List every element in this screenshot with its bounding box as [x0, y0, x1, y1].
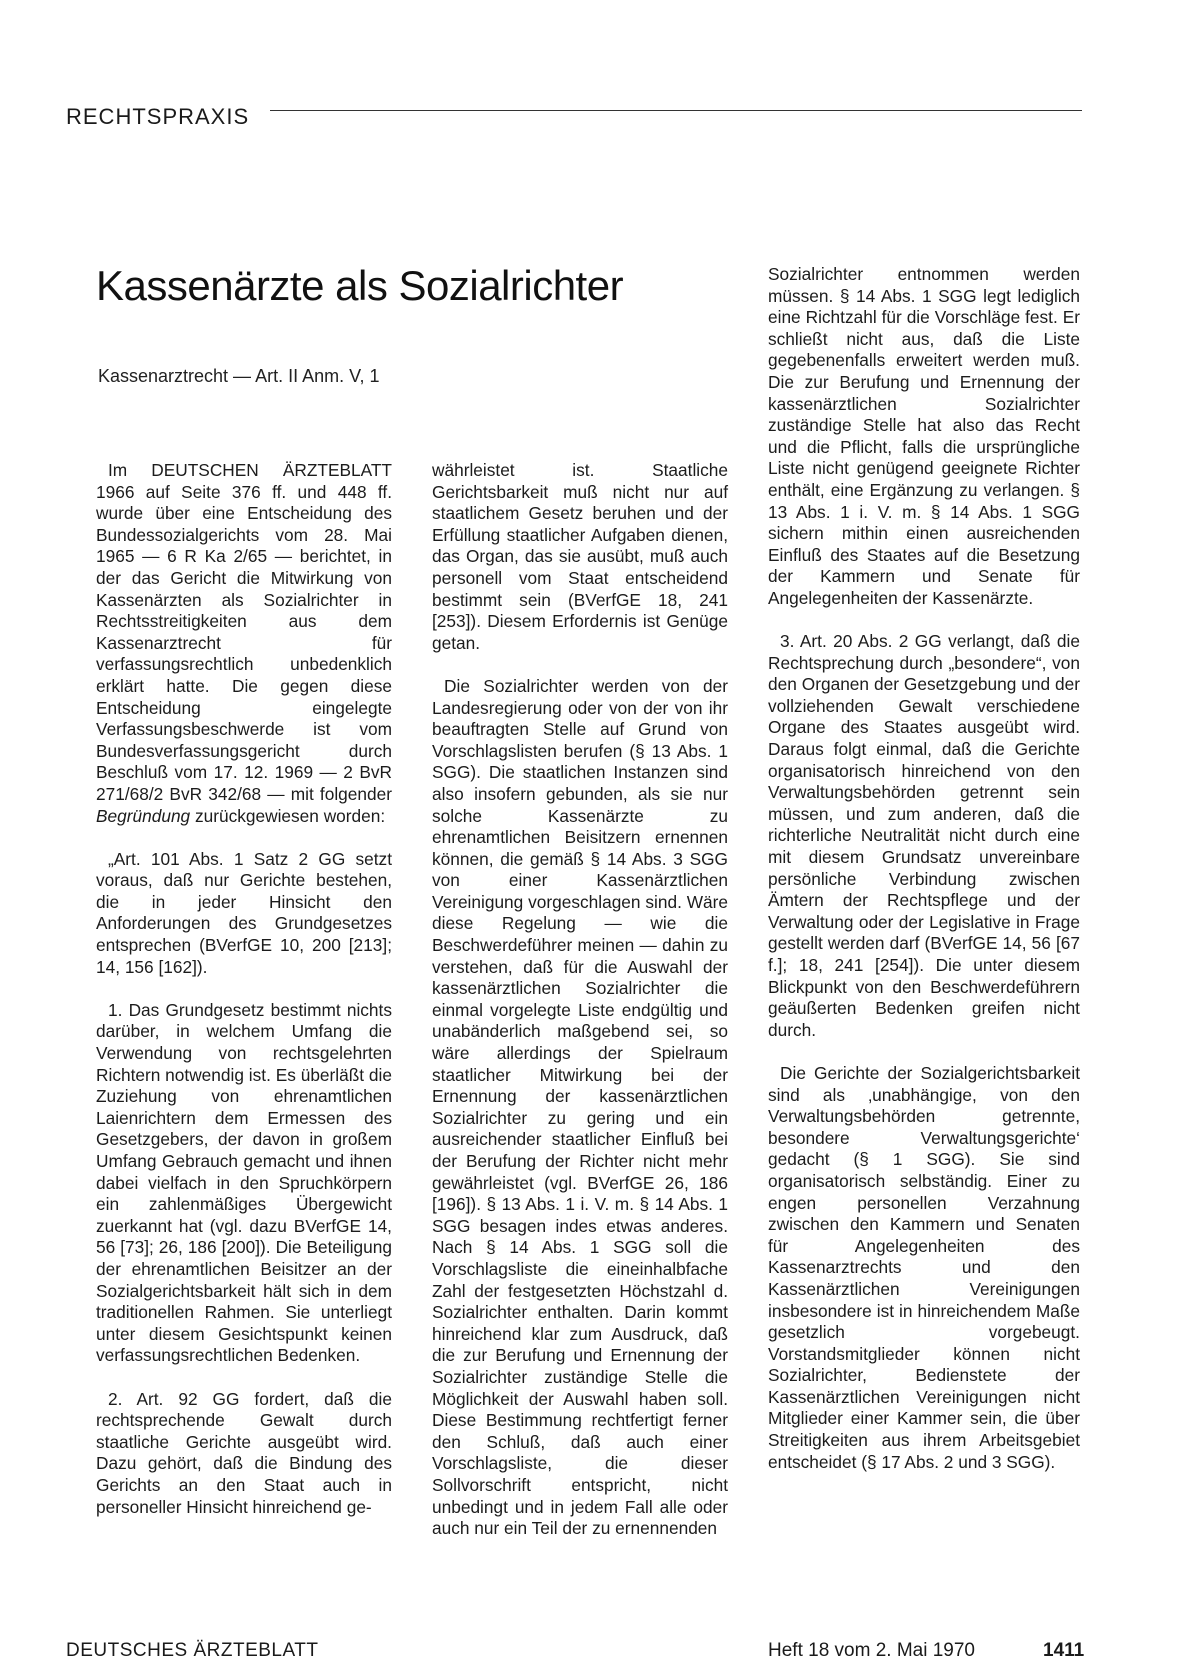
- page-number: 1411: [1043, 1640, 1085, 1661]
- paragraph: Die Sozialrichter werden von der Landesregierung oder von der von ihr beauftragten Stelle auf Grund von Vorschlagslisten berufen (§ 13 Abs. 1 SGG). Die staatlichen Instanzen sind also insofern gebunden, als sie nur solche Kassenärzte zu ehrenamtlichen Beisitzern ernennen können, die gemäß § 14 Abs. 3 SGG von einer Kassenärztlichen Vereinigung vorgeschlagen sind. Wäre diese Regelung — wie die Beschwerdeführer meinen — dahin zu verstehen, daß für die Auswahl der kassenärztlichen Sozialrichter die einmal vorgelegte Liste endgültig und unabänderlich maßgebend sei, so wäre allerdings der Spielraum staatlicher Mitwirkung bei der Ernennung der kassenärztlichen Sozialrichter zu gering und ein ausreichender staatlicher Einfluß bei der Berufung der Richter nicht mehr gewährleistet (vgl. BVerfGE 26, 186 [196]). § 13 Abs. 1 i. V. m. § 14 Abs. 1 SGG besagen indes etwas anderes. Nach § 14 Abs. 1 SGG soll die Vorschlagsliste die eineinhalbfache Zahl der festgesetzten Höchstzahl d. Sozialrichter enthalten. Darin kommt hinreichend klar zum Ausdruck, daß die zur Berufung und Ernennung der Sozialrichter zuständige Stelle die Möglichkeit der Auswahl haben soll. Diese Bestimmung rechtfertigt ferner den Schluß, daß auch einer Vorschlagsliste, die dieser Sollvorschrift entspricht, nicht unbedingt und in jedem Fall alle oder auch nur ein Teil der zu ernennenden: [432, 675, 728, 1539]
- emphasis-text: Begründung: [96, 805, 191, 826]
- paragraph: „Art. 101 Abs. 1 Satz 2 GG setzt voraus, daß nur Gerichte bestehen, die in jeder Hinsicht den Anforderungen des Grundgesetzes entsprechen (BVerfGE 10, 200 [213]; 14, 156 [162]).: [96, 848, 392, 977]
- article-title: Kassenärzte als Sozialrichter: [96, 262, 624, 309]
- paragraph: 1. Das Grundgesetz bestimmt nichts darüber, in welchem Umfang die Verwendung von rechtsgelehrten Richtern notwendig ist. Es überläßt die Zuziehung von ehrenamtlichen Laienrichtern dem Ermessen des Gesetzgebers, der davon in großem Umfang Gebrauch gemacht und ihnen dabei vielfach in den Spruchkörpern ein zahlenmäßiges Übergewicht zuerkannt hat (vgl. dazu BVerfGE 14, 56 [73]; 26, 186 [200]). Die Beteiligung der ehrenamtlichen Beisitzer an der Sozialgerichtsbarkeit hält sich in dem traditionellen Rahmen. Sie unterliegt unter diesem Gesichtspunkt keinen verfassungsrechtlichen Bedenken.: [96, 999, 392, 1366]
- paragraph: Die Gerichte der Sozialgerichtsbarkeit sind als ‚unabhängige, von den Verwaltungsbehörden getrennte, besondere Verwaltungsgerichte‘ gedacht (§ 1 SGG). Sie sind organisatorisch selbständig. Einer zu engen personellen Verzahnung zwischen den Kammern und Senaten für Angelegenheiten des Kassenarztrechts und den Kassenärztlichen Vereinigungen insbesondere ist in hinreichendem Maße gesetzlich vorgebeugt. Vorstandsmitglieder können nicht Sozialrichter, Bedienstete der Kassenärztlichen Vereinigungen nicht Mitglieder einer Kammer sein, die über Streitigkeiten aus ihrem Arbeitsgebiet entscheidet (§ 17 Abs. 2 und 3 SGG).: [768, 1062, 1080, 1472]
- text-column-1: [96, 460, 392, 1540]
- paragraph: 2. Art. 92 GG fordert, daß die rechtsprechende Gewalt durch staatliche Gerichte ausgeübt wird. Dazu gehört, daß die Bindung des Gerichts an den Staat auch in personeller Hinsicht hinreichend ge-: [96, 1388, 392, 1517]
- paragraph-text: Im DEUTSCHEN ÄRZTEBLATT 1966 auf Seite 376 ff. und 448 ff. wurde über eine Entscheidung des Bundessozialgerichts vom 28. Mai 1965 — 6 R Ka 2/65 — berichtet, in der das Gericht die Mitwirkung von Kassenärzten als Sozialrichter in Rechtsstreitigkeiten aus dem Kassenarztrecht für verfassungsrechtlich unbedenklich erklärt hatte. Die gegen diese Entscheidung eingelegte Verfassungsbeschwerde ist vom Bundesverfassungsgericht durch Beschluß vom 17. 12. 1969 — 2 BvR 271/68/2 BvR 342/68 — mit folgender: [96, 460, 392, 804]
- article-subtitle: Kassenarztrecht — Art. II Anm. V, 1: [98, 366, 380, 386]
- paragraph: 3. Art. 20 Abs. 2 GG verlangt, daß die Rechtsprechung durch „besondere“, von den Organen der Gesetzgebung und der vollziehenden Gewalt verschiedene Organe des Staates ausgeübt wird. Daraus folgt einmal, daß die Gerichte organisatorisch hinreichend von den Verwaltungsbehörden getrennt sein müssen, und zum anderen, daß die richterliche Neutralität nicht durch eine mit diesem Grundsatz unvereinbare persönliche Verbindung zwischen Ämtern der Rechtspflege und der Verwaltung oder der Legislative in Frage gestellt werden darf (BVerfGE 14, 56 [67 f.]; 18, 241 [254]). Die unter diesem Blickpunkt von den Beschwerdeführern geäußerten Bedenken greifen nicht durch.: [768, 631, 1080, 1040]
- paragraph: [96, 460, 392, 827]
- header-rule: [270, 110, 1082, 111]
- paragraph: währleistet ist. Staatliche Gerichtsbarkeit muß nicht nur auf staatlichem Gesetz beruhen und der Erfüllung staatlicher Aufgaben dienen, das Organ, das sie ausübt, muß auch personell vom Staat entscheidend bestimmt sein (BVerfGE 18, 241 [253]). Diesem Erfordernis ist Genüge getan.: [432, 460, 728, 653]
- section-label: RECHTSPRAXIS: [66, 104, 257, 130]
- footer-issue: Heft 18 vom 2. Mai 1970: [768, 1640, 975, 1661]
- footer-publication: DEUTSCHES ÄRZTEBLATT: [66, 1640, 319, 1661]
- paragraph: Sozialrichter entnommen werden müssen. § 14 Abs. 1 SGG legt lediglich eine Richtzahl für die Vorschläge fest. Er schließt nicht aus, daß die Liste gegebenenfalls erweitert werden muß. Die zur Berufung und Ernennung der kassenärztlichen Sozialrichter zuständige Stelle hat also das Recht und die Pflicht, falls die ursprüngliche Liste nicht genügend geeignete Richter enthält, eine Ergänzung zu verlangen. § 13 Abs. 1 i. V. m. § 14 Abs. 1 SGG sichern mithin einen ausreichenden Einfluß des Staates auf die Besetzung der Kammern und Senate für Angelegenheiten der Kassenärzte.: [768, 264, 1080, 608]
- text-column-2: [432, 460, 728, 1561]
- paragraph-text: zurückgewiesen worden:: [190, 805, 386, 826]
- text-column-3: [768, 264, 1080, 1495]
